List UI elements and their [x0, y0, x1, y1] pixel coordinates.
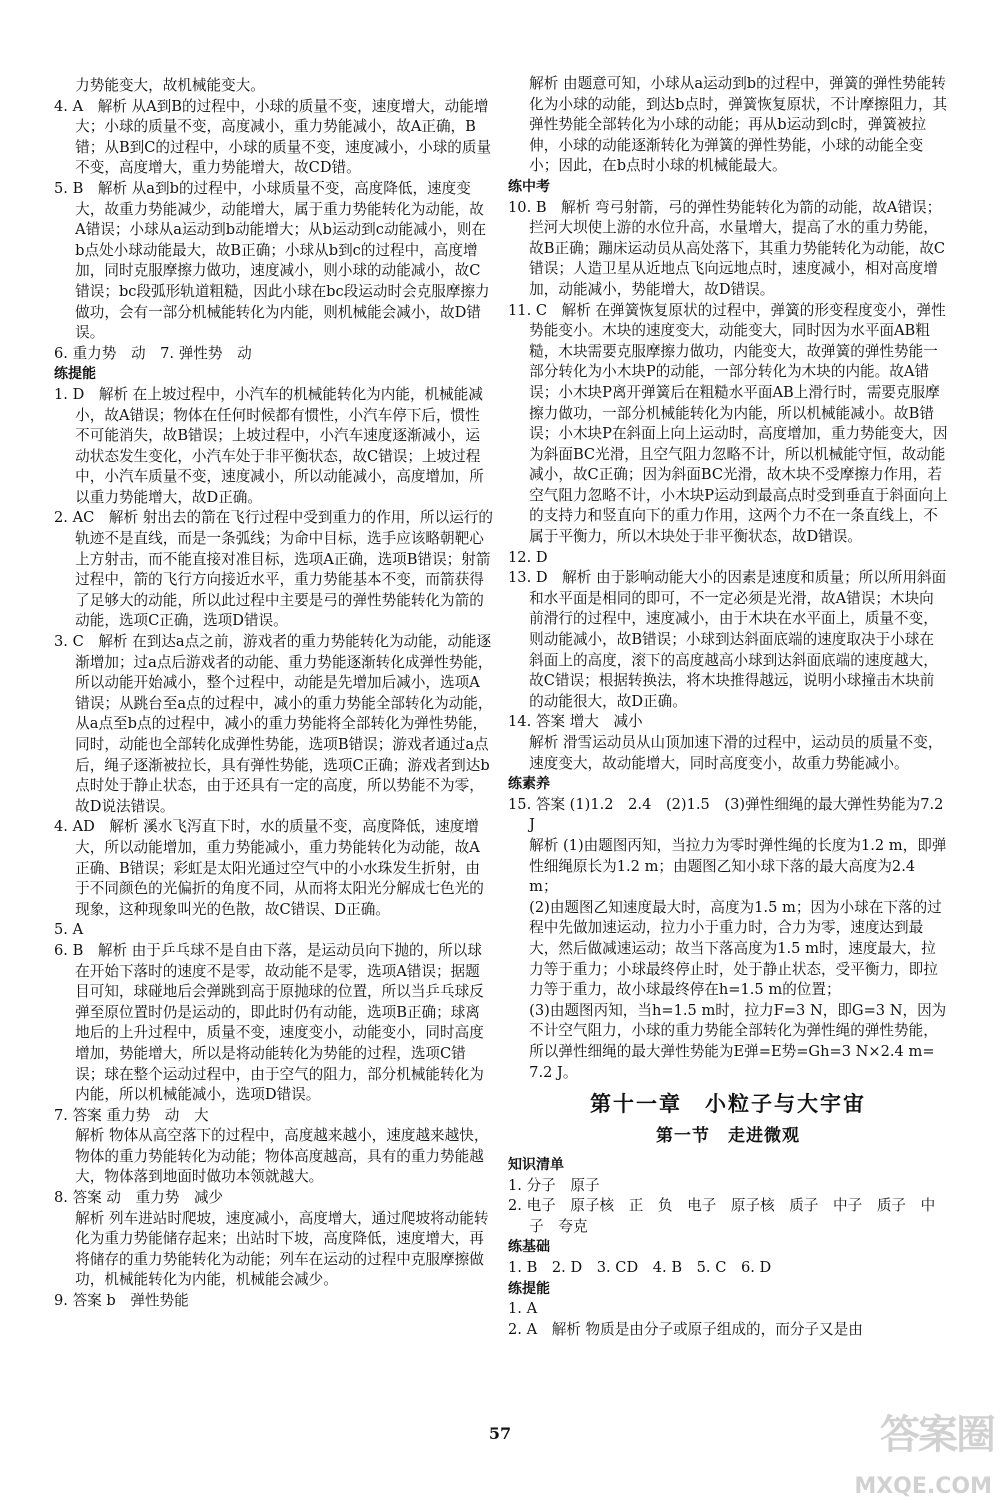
answer-paragraph: 9. 答案 b 弹性势能	[54, 1292, 189, 1310]
chapter-title: 第十一章 小粒子与大宇宙	[590, 1092, 866, 1117]
answer-paragraph: 解析 (1)由题图丙知，当拉力为零时弹性绳的长度为1.2 m，即弹性细绳原长为1.2 m；由题图乙知小球下落的最大高度为2.4 m；	[529, 836, 947, 896]
answer-paragraph: 5. A	[54, 921, 84, 939]
answer-paragraph: 3. C 解析 在到达a点之前，游戏者的重力势能转化为动能，动能逐渐增加；过a点后游戏者的动能、重力势能逐渐转化成弹性势能，所以动能开始减小，整个过程中，动能是先增加后减小，选项A错误；从跳台至a点的过程中，减小的重力势能全部转化为动能，从a点至b点的过程中，减小的重力势能将全部转化为弹性势能，同时，动能也全部转化成弹性势能，选项B错误；游戏者通过a点后，绳子逐渐被拉长，具有弹性势能，选项C正确；游戏者到达b点时处于静止状态，由于还具有一定的高度，所以势能不为零，故D说法错误。	[54, 633, 493, 815]
page-number: 57	[488, 1424, 512, 1443]
section-heading: 第一节 走进微观	[656, 1126, 800, 1147]
answer-paragraph: 1. B 2. D 3. CD 4. B 5. C 6. D	[508, 1259, 772, 1277]
answer-paragraph: 1. 分子 原子	[508, 1176, 600, 1194]
watermark-mark: 答案圈	[880, 1412, 994, 1458]
answer-paragraph: 2. A 解析 物质是由分子或原子组成的，而分子又是由	[508, 1320, 863, 1338]
answer-paragraph: 6. B 解析 由于乒乓球不是自由下落，是运动员向下抛的，所以球在开始下落时的速度不是零，故动能不是零，选项A错误；据题目可知，球碰地后会弹跳到高于原抛球的位置，所以当乒乓球反弹至原位置时仍是运动的，即此时仍有动能，选项B正确；球离地后的上升过程中，质量不变，速度变小，动能变小，同时高度增加，势能增大，所以是将动能转化为势能的过程，选项C错误；球在整个运动过程中，由于空气的阻力，部分机械能转化为内能，所以机械能减小，选项D错误。	[54, 941, 484, 1104]
answer-paragraph: 10. B 解析 弯弓射箭，弓的弹性势能转化为箭的动能，故A错误；拦河大坝使上游的水位升高，水量增大，提高了水的重力势能，故B正确；蹦床运动员从高处落下，其重力势能转化为动能，故C错误；人造卫星从近地点飞向远地点时，速度减小，相对高度增加，动能减小，势能增大，故D错误。	[508, 198, 946, 298]
answer-paragraph: 13. D 解析 由于影响动能大小的因素是速度和质量；所以所用斜面和水平面是相同的即可，不一定必须是光滑，故A错误；木块向前滑行的过程中，速度减小，由于木块在水平面上，质量不变，则动能减小，故B错误；小球到达斜面底端的速度取决于小球在斜面上的高度，滚下的高度越高小球到达斜面底端的速度越大，故C错误；根据转换法，将木块推得越远，说明小球撞击木块前的动能很大，故D正确。	[508, 569, 947, 710]
answer-paragraph: 1. D 解析 在上坡过程中，小汽车的机械能转化为内能，机械能减小，故A错误；物体在任何时候都有惯性，小汽车停下后，惯性不可能消失，故B错误；上坡过程中，小汽车速度逐渐减小，运动状态发生变化，小汽车处于非平衡状态，故C错误；上坡过程中，小汽车质量不变，速度减小，所以动能减小，高度增加，所以重力势能增大，故D正确。	[54, 385, 484, 506]
answer-paragraph: 4. A 解析 从A到B的过程中，小球的质量不变，速度增大，动能增大；小球的质量不变，高度减小，重力势能减小，故A正确，B错；从B到C的过程中，小球的质量不变，速度减小，小球的质量不变，高度增大，重力势能增大，故CD错。	[54, 97, 492, 177]
answer-paragraph: 4. AD 解析 溪水飞泻直下时，水的质量不变，高度降低，速度增大，所以动能增加，重力势能减小，重力势能转化为动能，故A正确、B错误；彩虹是太阳光通过空气中的小水珠发生折射，由于不同颜色的光偏折的角度不同，从而将太阳光分解成七色光的现象，这种现象叫光的色散，故C错误、D正确。	[54, 818, 484, 918]
left-column	[54, 76, 494, 1312]
answer-paragraph: (3)由题图丙知，当h=1.5 m时，拉力F=3 N，即G=3 N，因为不计空气阻力，小球的重力势能全部转化为弹性绳的弹性势能，所以弹性细绳的最大弹性势能为E弹=E势=Gh=3 N×2.4 m=7.2 J。	[529, 1001, 947, 1081]
section-heading: 练素养	[508, 776, 550, 793]
answer-paragraph: 5. B 解析 从a到b的过程中，小球质量不变，高度降低，速度变大，故重力势能减少，动能增大，属于重力势能转化为动能，故A错误；小球从a运动到b动能增大；从b运动到c动能减小，则在b点处小球动能最大，故B正确；小球从b到c的过程中，高度增加，同时克服摩擦力做功，速度减小，则小球的动能减小，故C错误；bc段弧形轨道粗糙，因此小球在bc段运动时会克服摩擦力做功，会有一部分机械能转化为内能，则机械能会减小，故D错误。	[54, 179, 490, 342]
answer-paragraph: 12. D	[508, 548, 548, 566]
answer-paragraph: 15. 答案 (1)1.2 2.4 (2)1.5 (3)弹性细绳的最大弹性势能为7.2 J	[508, 795, 944, 834]
watermark-url: MXQE.COM	[854, 1474, 992, 1499]
section-heading: 练提能	[508, 1280, 550, 1297]
section-heading: 练基础	[508, 1239, 550, 1256]
answer-paragraph: 11. C 解析 在弹簧恢复原状的过程中，弹簧的形变程度变小，弹性势能变小。木块的速度变大，动能变大，同时因为水平面AB粗糙，木块需要克服摩擦力做功，内能变大，故弹簧的弹性势能一部分转化为小木块P的动能，一部分转化为木块的内能。故A错误；小木块P离开弹簧后在粗糙水平面AB上滑行时，需要克服摩擦力做功，一部分机械能转化为内能，所以机械能减小。故B错误；小木块P在斜面上向上运动时，高度增加，重力势能变大，因为斜面BC光滑，且空气阻力忽略不计，所以机械能守恒，故动能减小，故C正确；因为斜面BC光滑，故木块不受摩擦力作用，若空气阻力忽略不计，小木块P运动到最高点时受到垂直于斜面向上的支持力和竖直向下的重力作用，这两个力不在一条直线上，不属于平衡力，所以木块处于非平衡状态，故D错误。	[508, 301, 948, 546]
section-heading: 练中考	[508, 178, 550, 195]
right-column	[508, 74, 948, 1340]
answer-paragraph: 解析 由题意可知，小球从a运动到b的过程中，弹簧的弹性势能转化为小球的动能，到达b点时，弹簧恢复原状，不计摩擦阻力，其弹性势能全部转化为小球的动能；再从b运动到c时，弹簧被拉伸，小球的动能逐渐转化为弹簧的弹性势能，小球的动能全变小；因此，在b点时小球的机械能最大。	[529, 75, 948, 175]
answer-paragraph: 解析 滑雪运动员从山顶加速下滑的过程中，运动员的质量不变，速度变大，故动能增大，同时高度变小，故重力势能减小。	[529, 734, 943, 772]
section-heading: 知识清单	[508, 1157, 564, 1174]
answer-paragraph: (2)由题图乙知速度最大时，高度为1.5 m；因为小球在下落的过程中先做加速运动，拉力小于重力时，合力为零，速度达到最大，然后做减速运动；故当下落高度为1.5 m时，速度最大，拉力等于重力；小球最终停止时，处于静止状态，受平衡力，即拉力等于重力，故小球最终停在h=1.5 m的位置；	[529, 898, 942, 999]
answer-paragraph: 6. 重力势 动 7. 弹性势 动	[54, 344, 252, 362]
answer-paragraph: 8. 答案 动 重力势 减少	[54, 1189, 224, 1207]
answer-paragraph: 解析 物体从高空落下的过程中，高度越来越小，速度越来越快，物体的重力势能转化为动能；物体高度越高，具有的重力势能越大，物体落到地面时做功本领就越大。	[75, 1127, 489, 1186]
answer-paragraph: 1. A	[508, 1300, 538, 1318]
answer-paragraph: 力势能变大，故机械能变大。	[75, 77, 265, 94]
answer-paragraph: 解析 列车进站时爬坡，速度减小，高度增大，通过爬坡将动能转化为重力势能储存起来；出站时下坡，高度降低，速度增大，再将储存的重力势能转化为动能；列车在运动的过程中克服摩擦做功，机械能转化为内能，机械能会减少。	[75, 1209, 489, 1289]
answer-paragraph: 2. 电子 原子核 正 负 电子 原子核 质子 中子 质子 中子 夸克	[508, 1197, 936, 1235]
section-heading: 练提能	[54, 366, 96, 383]
answer-paragraph: 7. 答案 重力势 动 大	[54, 1106, 209, 1124]
watermark-logo	[844, 1403, 994, 1503]
answer-paragraph: 2. AC 解析 射出去的箭在飞行过程中受到重力的作用，所以运行的轨迹不是直线，而是一条弧线；为命中目标，选手应该略朝靶心上方射击，而不能直接对准目标，选项A正确，选项B错误；射箭过程中，箭的飞行方向接近水平，重力势能基本不变，而箭获得了足够大的动能，所以此过程中主要是弓的弹性势能转化为箭的动能，选项C正确，选项D错误。	[54, 509, 493, 630]
answer-paragraph: 14. 答案 增大 减小	[508, 713, 643, 731]
